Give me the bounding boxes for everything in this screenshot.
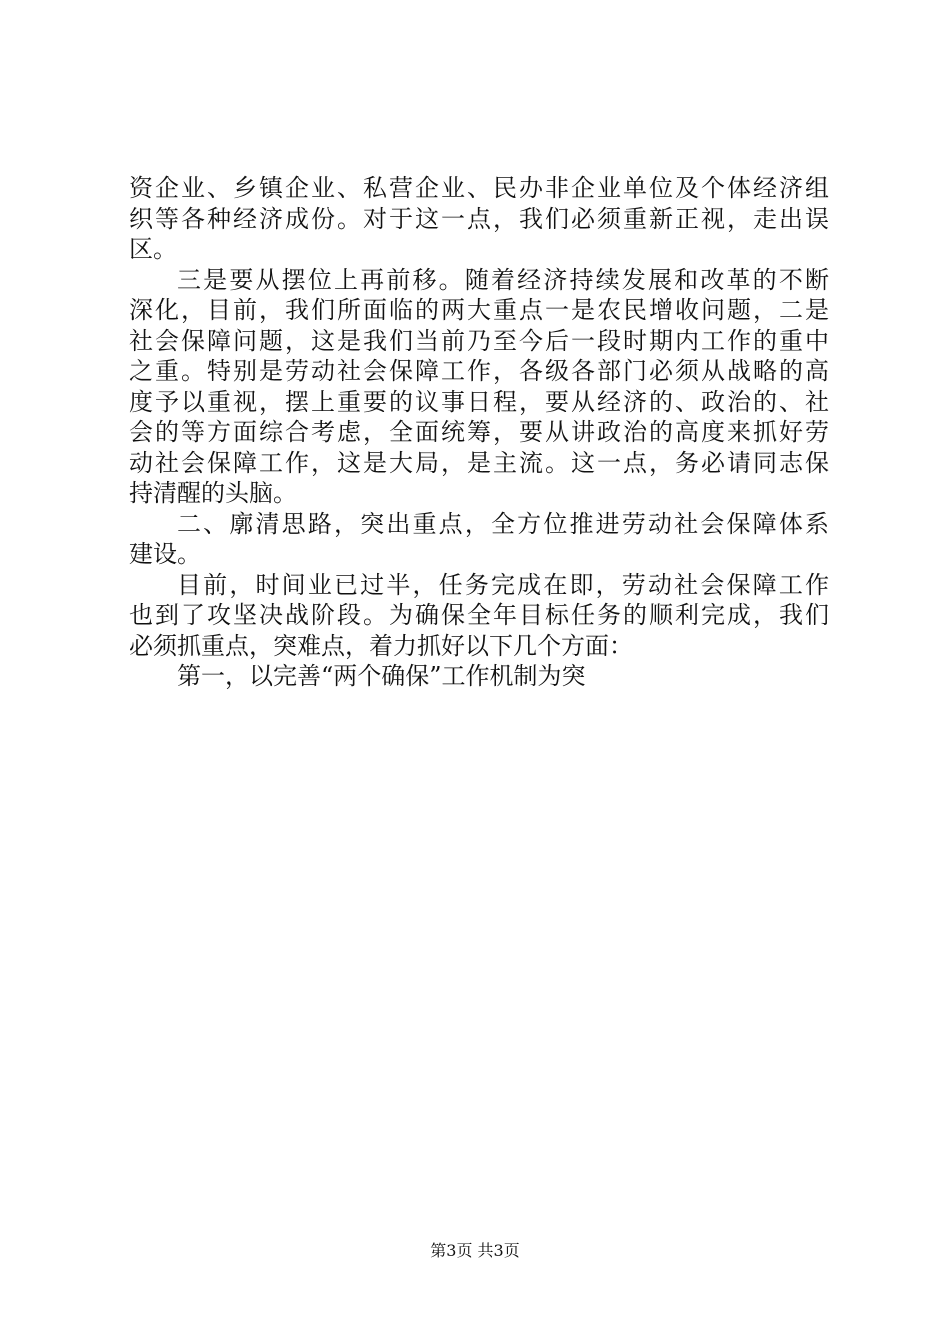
text-line: 社会保障问题，这是我们当前乃至今后一段时期内工作的重中 <box>129 326 829 355</box>
text-line: 建设。 <box>129 540 201 568</box>
text-line: 三是要从摆位上再前移。随着经济持续发展和改革的不断 <box>177 265 829 294</box>
page-number-footer: 第3页 共3页 <box>430 1241 520 1260</box>
text-line: 区。 <box>129 235 177 263</box>
text-line: 第一，以完善“两个确保”工作机制为突 <box>177 662 586 690</box>
text-line: 织等各种经济成份。对于这一点，我们必须重新正视，走出误 <box>129 204 829 233</box>
text-line: 深化，目前，我们所面临的两大重点一是农民增收问题，二是 <box>129 296 829 324</box>
text-line: 目前，时间业已过半，任务完成在即，劳动社会保障工作 <box>177 570 829 599</box>
text-line: 资企业、乡镇企业、私营企业、民办非企业单位及个体经济组 <box>129 174 829 202</box>
text-line: 必须抓重点，突难点，着力抓好以下几个方面： <box>129 631 633 660</box>
text-line: 二、廓清思路，突出重点，全方位推进劳动社会保障体系 <box>177 509 829 538</box>
text-line: 度予以重视，摆上重要的议事日程，要从经济的、政治的、社 <box>129 387 829 416</box>
text-line: 持清醒的头脑。 <box>129 479 297 507</box>
text-line: 之重。特别是劳动社会保障工作，各级各部门必须从战略的高 <box>129 357 829 385</box>
document-body <box>129 173 829 692</box>
text-line: 也到了攻坚决战阶段。为确保全年目标任务的顺利完成，我们 <box>129 601 829 629</box>
text-line: 动社会保障工作，这是大局，是主流。这一点，务必请同志保 <box>129 448 829 477</box>
text-line: 会的等方面综合考虑，全面统筹，要从讲政治的高度来抓好劳 <box>129 418 829 446</box>
